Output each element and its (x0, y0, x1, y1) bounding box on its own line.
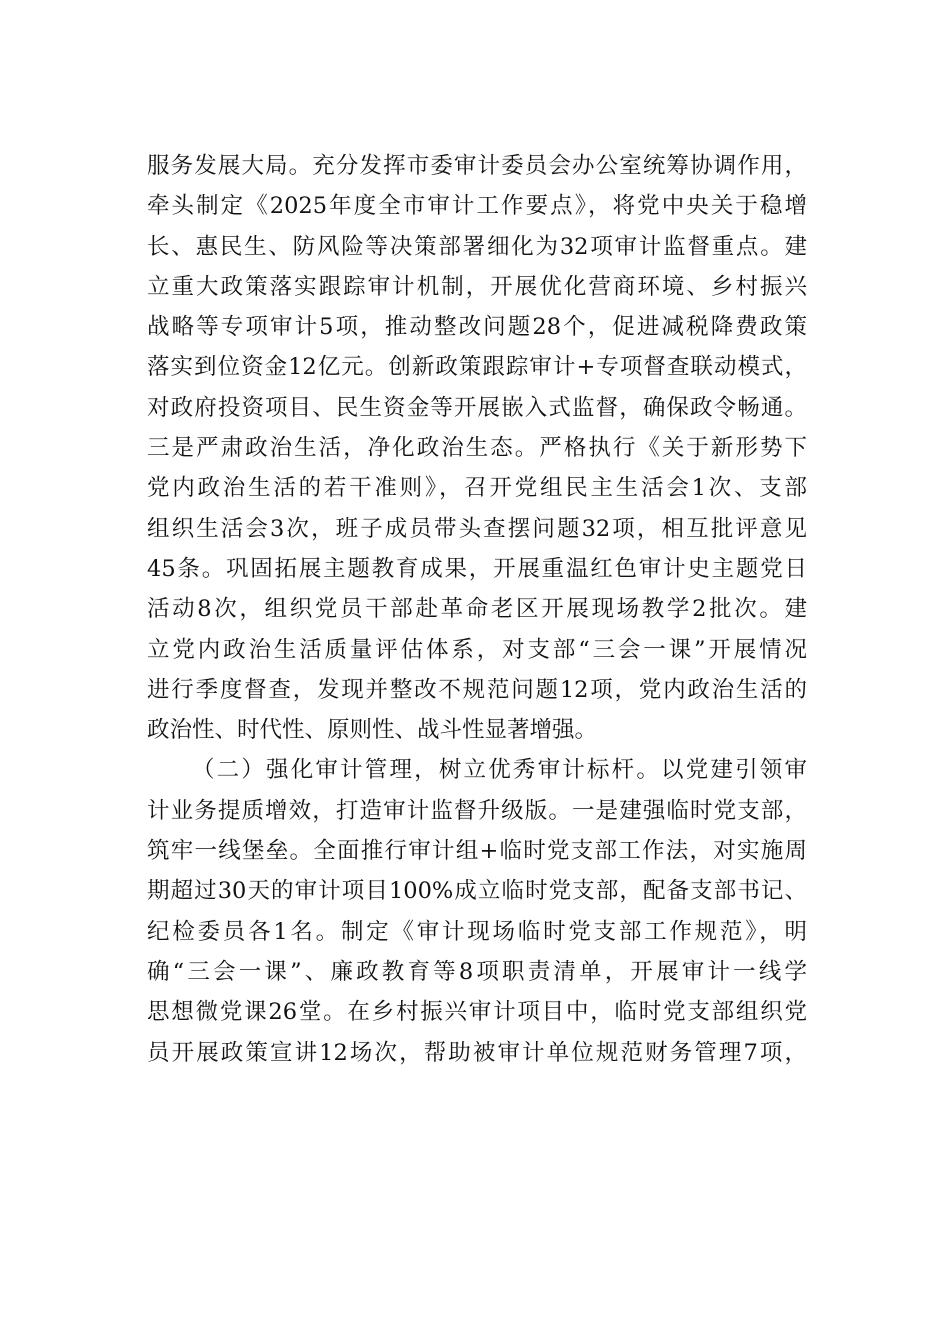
text-line: 立党内政治生活质量评估体系，对支部“三会一课”开展情况 (147, 636, 807, 663)
text-line: 战略等专项审计5项，推动整改问题28个，促进减税降费政策 (147, 314, 807, 341)
text-line: 服务发展大局。充分发挥市委审计委员会办公室统筹协调作用， (147, 153, 807, 179)
body-text (147, 146, 807, 1073)
text-line: 党内政治生活的若干准则》，召开党组民主生活会1次、支部 (147, 475, 807, 502)
text-line: 三是严肃政治生活，净化政治生态。严格执行《关于新形势下 (147, 435, 807, 462)
text-line: 纪检委员各1名。制定《审计现场临时党支部工作规范》，明 (147, 918, 807, 945)
text-line: 政治性、时代性、原则性、战斗性显著增强。 (147, 717, 598, 744)
text-line: 45条。巩固拓展主题教育成果，开展重温红色审计史主题党日 (147, 555, 807, 582)
text-line: 筑牢一线堡垒。全面推行审计组+临时党支部工作法，对实施周 (147, 838, 807, 865)
text-line: 期超过30天的审计项目100%成立临时党支部，配备支部书记、 (147, 878, 807, 905)
text-line: 对政府投资项目、民生资金等开展嵌入式监督，确保政令畅通。 (147, 394, 807, 421)
text-line: 长、惠民生、防风险等决策部署细化为32项审计监督重点。建 (147, 233, 807, 260)
text-line: 思想微党课26堂。在乡村振兴审计项目中，临时党支部组织党 (147, 999, 807, 1026)
text-line: 组织生活会3次，班子成员带头查摆问题32项，相互批评意见 (147, 515, 807, 542)
text-line: 立重大政策落实跟踪审计机制，开展优化营商环境、乡村振兴 (147, 273, 807, 300)
text-line: 活动8次，组织党员干部赴革命老区开展现场教学2批次。建 (147, 596, 807, 623)
text-line: 计业务提质增效，打造审计监督升级版。一是建强临时党支部， (147, 797, 807, 824)
text-line: 落实到位资金12亿元。创新政策跟踪审计+专项督查联动模式， (147, 354, 807, 381)
text-line: 员开展政策宣讲12场次，帮助被审计单位规范财务管理7项， (147, 1039, 807, 1066)
text-line: 牵头制定《2025年度全市审计工作要点》，将党中央关于稳增 (147, 193, 807, 220)
text-line: 进行季度督查，发现并整改不规范问题12项，党内政治生活的 (147, 676, 807, 703)
section-heading-line: （二）强化审计管理，树立优秀审计标杆。以党建引领审 (192, 757, 807, 784)
text-line: 确“三会一课”、廉政教育等8项职责清单，开展审计一线学 (147, 958, 807, 985)
